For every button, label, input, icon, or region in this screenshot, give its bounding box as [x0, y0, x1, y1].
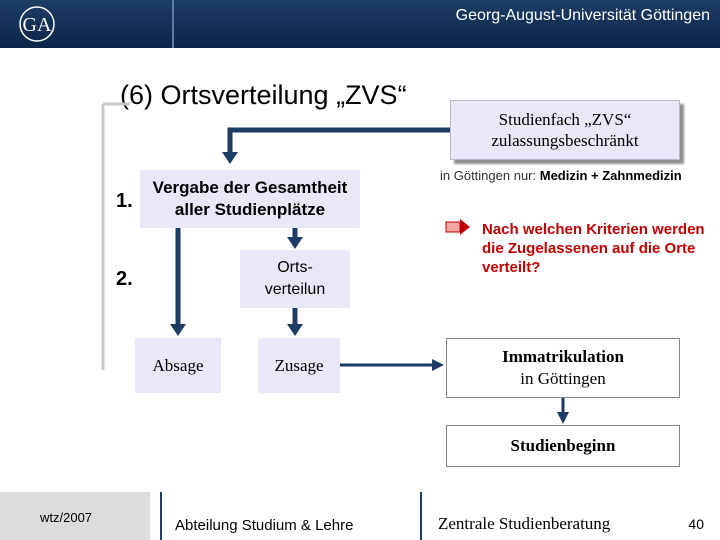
- step2-line2: verteilun: [264, 281, 326, 298]
- zvs-line2: zulassungsbeschränkt: [491, 131, 639, 150]
- footer-unit: Zentrale Studienberatung: [438, 514, 611, 533]
- studienbeginn-box: Studienbeginn: [446, 425, 680, 467]
- goettingen-note: [440, 168, 700, 184]
- logo-lettering: GA: [22, 14, 52, 36]
- step2-number: 2.: [116, 268, 133, 290]
- goettingen-note-prefix: in Göttingen nur:: [440, 168, 537, 183]
- step2-line1: Orts-: [277, 259, 313, 276]
- step1-line2: aller Studienplätze: [174, 200, 326, 219]
- step1-number: 1.: [116, 190, 133, 212]
- arrowhead-immat: [432, 359, 444, 371]
- arrowhead-ortsvert: [287, 237, 303, 249]
- immatrikulation-box: [446, 338, 680, 398]
- arrowhead-step1: [222, 152, 238, 164]
- criteria-question: Nach welchen Kriterien werden die Zugelassenen auf die Orte verteilt?: [482, 221, 705, 276]
- footer-divider-1: [160, 492, 162, 540]
- page-number: 40: [688, 516, 704, 532]
- absage-box: Absage: [135, 338, 221, 393]
- immat-line1: Immatrikulation: [502, 347, 624, 366]
- zvs-line1: Studienfach „ZVS“: [498, 110, 632, 129]
- footer-date: wtz/2007: [40, 510, 93, 525]
- pointer-arrow-head: [460, 219, 470, 235]
- footer-divider-2: [420, 492, 422, 540]
- goettingen-note-subjects: Medizin + Zahnmedizin: [539, 168, 682, 183]
- arrowhead-absage: [170, 324, 186, 336]
- step1-line1: Vergabe der Gesamtheit: [152, 178, 348, 197]
- ortsverteilung-box: [240, 250, 350, 308]
- arrowhead-beginn: [557, 412, 569, 424]
- slide-title: (6) Ortsverteilung „ZVS“: [120, 80, 407, 110]
- zvs-box: [450, 100, 680, 160]
- arrowhead-zusage: [287, 324, 303, 336]
- pointer-arrow-body: [446, 222, 460, 232]
- arrow-zvs-to-step1: [230, 130, 450, 152]
- step1-box: [140, 170, 360, 228]
- footer-department: Abteilung Studium & Lehre: [175, 517, 354, 534]
- immat-line2: in Göttingen: [520, 369, 606, 388]
- university-name: Georg-August-Universität Göttingen: [455, 7, 710, 24]
- zusage-box: Zusage: [258, 338, 340, 393]
